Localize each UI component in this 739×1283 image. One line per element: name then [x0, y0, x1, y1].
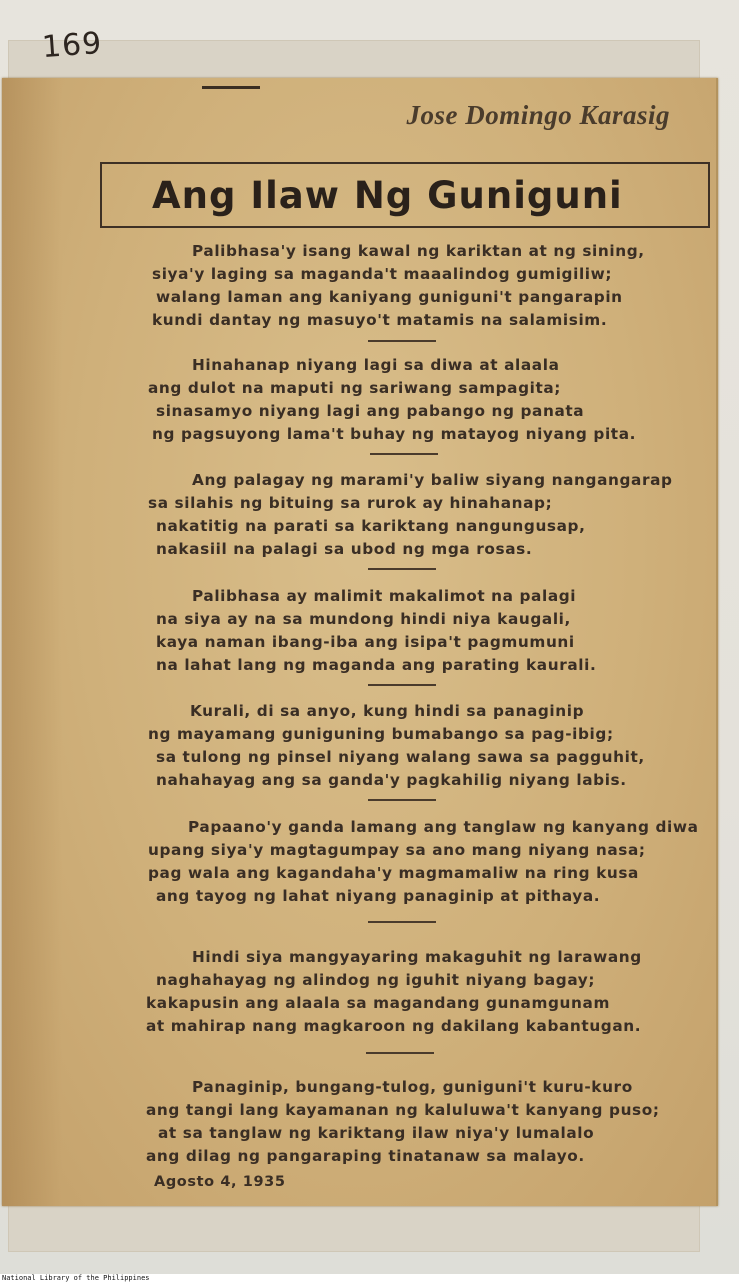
poem-line: naghahayag ng alindog ng iguhit niyang bagay;: [156, 971, 596, 989]
poem-line: na siya ay na sa mundong hindi niya kaugali,: [156, 610, 571, 628]
poem-line: Hindi siya mangyayaring makaguhit ng larawang: [192, 948, 642, 966]
library-credit: National Library of the Philippines: [0, 1274, 739, 1283]
poem-line: ang dulot na maputi ng sariwang sampagita;: [148, 379, 562, 397]
author-name: Jose Domingo Karasig: [406, 100, 670, 130]
poem-line: ng mayamang guniguning bumabango sa pag-ibig;: [148, 725, 614, 743]
poem-line: ang dilag ng pangaraping tinatanaw sa malayo.: [146, 1147, 585, 1165]
title-box: [100, 162, 710, 228]
poem-line: Palibhasa ay malimit makalimot na palagi: [192, 587, 577, 605]
stanza-divider: [368, 568, 436, 570]
poem-line: pag wala ang kagandaha'y magmamaliw na ring kusa: [148, 864, 639, 882]
poem-line: Hinahanap niyang lagi sa diwa at alaala: [192, 356, 560, 374]
poem-line: ng pagsuyong lama't buhay ng matayog niyang pita.: [152, 425, 637, 443]
poem-line: Kurali, di sa anyo, kung hindi sa panaginip: [190, 702, 585, 720]
poem-line: ang tayog ng lahat niyang panaginip at pithaya.: [156, 887, 601, 905]
stanza-divider: [366, 1052, 434, 1054]
poem-line: kakapusin ang alaala sa magandang gunamgunam: [146, 994, 610, 1012]
poem-line: walang laman ang kaniyang guniguni't pangarapin: [156, 288, 623, 306]
poem-line: Ang palagay ng marami'y baliw siyang nangangarap: [192, 471, 673, 489]
poem-line: Palibhasa'y isang kawal ng kariktan at ng sining,: [192, 242, 645, 260]
top-rule: [202, 86, 260, 89]
poem-line: kaya naman ibang-iba ang isipa't pagmumuni: [156, 633, 575, 651]
poem-line: nahahayag ang sa ganda'y pagkahilig niyang labis.: [156, 771, 627, 789]
stanza-divider: [370, 453, 438, 455]
poem-line: sa silahis ng bituing sa rurok ay hinahanap;: [148, 494, 553, 512]
poem-line: Papaano'y ganda lamang ang tanglaw ng kanyang diwa: [188, 818, 699, 836]
stanza-divider: [368, 340, 436, 342]
poem-line: sinasamyo niyang lagi ang pabango ng panata: [156, 402, 585, 420]
stanza-divider: [368, 684, 436, 686]
poem-line: sa tulong ng pinsel niyang walang sawa sa pagguhit,: [156, 748, 645, 766]
poem-line: na lahat lang ng maganda ang parating kaurali.: [156, 656, 597, 674]
poem-date: Agosto 4, 1935: [154, 1174, 286, 1190]
poem-line: nakasiil na palagi sa ubod ng mga rosas.: [156, 540, 533, 558]
poem-line: siya'y laging sa maganda't maaalindog gumigiliw;: [152, 265, 613, 283]
stanza-divider: [368, 921, 436, 923]
poem-line: Panaginip, bungang-tulog, guniguni't kuru-kuro: [192, 1078, 633, 1096]
poem-line: nakatitig na parati sa kariktang nangungusap,: [156, 517, 586, 535]
poem-line: at mahirap nang magkaroon ng dakilang kabantugan.: [146, 1017, 642, 1035]
poem-title: Ang Ilaw Ng Guniguni: [152, 173, 623, 217]
newspaper-clipping: [2, 78, 718, 1206]
stanza-divider: [368, 799, 436, 801]
poem-line: at sa tanglaw ng kariktang ilaw niya'y lumalalo: [158, 1124, 595, 1142]
page-number: 169: [40, 25, 104, 66]
poem-line: ang tangi lang kayamanan ng kaluluwa't kanyang puso;: [146, 1101, 660, 1119]
poem-line: kundi dantay ng masuyo't matamis na salamisim.: [152, 311, 608, 329]
poem-line: upang siya'y magtagumpay sa ano mang niyang nasa;: [148, 841, 646, 859]
